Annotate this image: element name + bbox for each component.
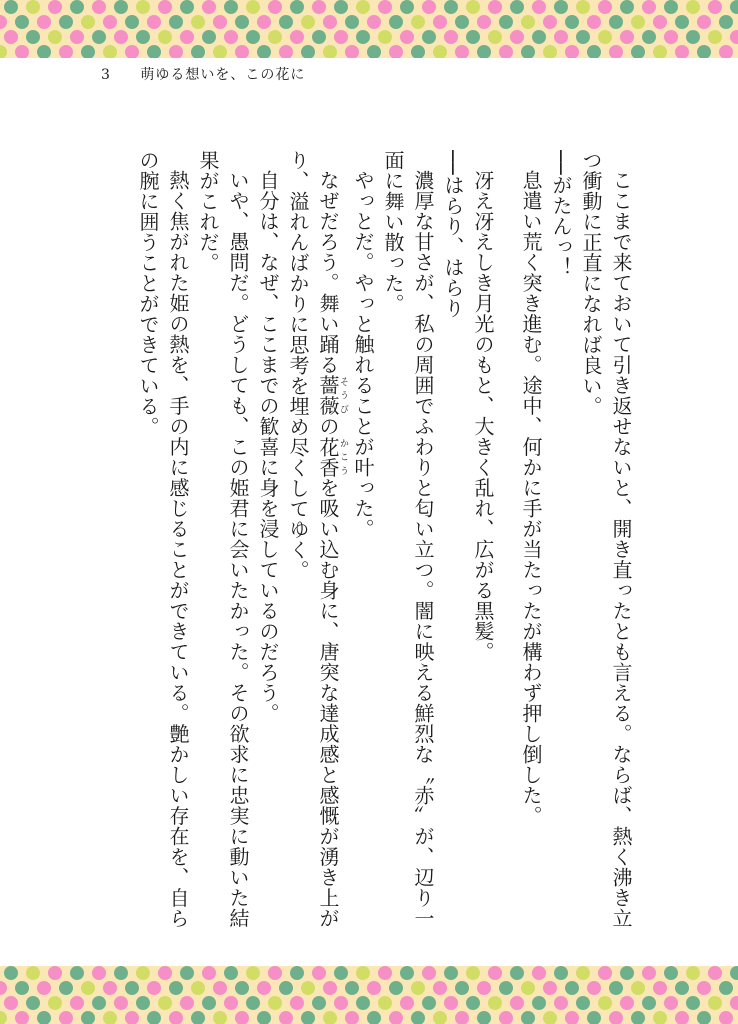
polka-dot [323,15,337,29]
polka-dot [202,996,216,1010]
polka-dot [488,966,502,980]
polka-dot [642,966,656,980]
polka-dot [422,0,436,14]
polka-dot [576,966,590,980]
polka-dot [664,0,678,14]
polka-dot [37,981,51,995]
polka-dot [675,1011,689,1024]
polka-dot [719,45,733,58]
paragraph: 自分は、なぜ、ここまでの歓喜に身を浸しているのだろう。 [256,170,280,724]
polka-dot [334,966,348,980]
polka-dot [389,981,403,995]
polka-dot [642,0,656,14]
polka-dot [532,966,546,980]
polka-dot [653,45,667,58]
polka-dot [631,1011,645,1024]
polka-dot [158,0,172,14]
polka-dot [15,15,29,29]
polka-dot [576,0,590,14]
polka-dot [433,45,447,58]
polka-dot [235,45,249,58]
polka-dot [697,1011,711,1024]
polka-dot [136,996,150,1010]
polka-dot [422,996,436,1010]
polka-dot [378,0,392,14]
polka-dot [686,966,700,980]
polka-dot [444,0,458,14]
polka-dot [279,15,293,29]
polka-dot [257,1011,271,1024]
polka-dot [664,30,678,44]
polka-dot [455,45,469,58]
polka-dot [565,981,579,995]
polka-dot [180,966,194,980]
polka-dot [213,1011,227,1024]
polka-dot [191,15,205,29]
polka-dot [466,966,480,980]
polka-dot [125,981,139,995]
polka-dot [664,966,678,980]
polka-dot [15,1011,29,1024]
paragraph: ここまで来ておいて引き返せないと、開き直ったとも言える。ならば、熱く沸き立つ衝動に正直になれば良い。 [579,150,633,929]
polka-dot [411,981,425,995]
polka-dot [400,30,414,44]
polka-dot [378,966,392,980]
polka-dot [15,45,29,58]
top-polka-dot-pattern [0,0,738,58]
polka-dot [367,1011,381,1024]
polka-dot [59,1011,73,1024]
polka-dot [389,45,403,58]
polka-dot [70,0,84,14]
page-number: 3 [101,67,111,83]
polka-dot [290,996,304,1010]
polka-dot [213,981,227,995]
polka-dot [510,0,524,14]
polka-dot [81,15,95,29]
polka-dot [48,0,62,14]
polka-dot [587,15,601,29]
polka-dot [125,15,139,29]
polka-dot [609,45,623,58]
polka-dot [0,45,7,58]
running-header [101,64,305,84]
polka-dot [268,996,282,1010]
polka-dot [26,0,40,14]
polka-dot [147,1011,161,1024]
polka-dot [246,30,260,44]
polka-dot [4,0,18,14]
polka-dot [675,981,689,995]
polka-dot [290,0,304,14]
polka-dot [103,15,117,29]
polka-dot [81,981,95,995]
polka-dot [576,996,590,1010]
polka-dot [510,966,524,980]
polka-dot [257,981,271,995]
polka-dot [301,45,315,58]
polka-dot [532,996,546,1010]
polka-dot [466,0,480,14]
polka-dot [719,1011,733,1024]
polka-dot [202,966,216,980]
polka-dot [719,15,733,29]
polka-dot [653,981,667,995]
polka-dot [235,1011,249,1024]
chapter-title: 萌ゆる想いを、この花に [140,67,306,83]
polka-dot [0,1011,7,1024]
polka-dot [246,966,260,980]
polka-dot [730,30,738,44]
polka-dot [477,981,491,995]
polka-dot [356,996,370,1010]
polka-dot [81,1011,95,1024]
polka-dot [477,1011,491,1024]
polka-dot [587,1011,601,1024]
polka-dot [367,45,381,58]
polka-dot [59,981,73,995]
polka-dot [92,30,106,44]
polka-dot [477,45,491,58]
polka-dot [411,15,425,29]
polka-dot [455,15,469,29]
polka-dot [433,15,447,29]
polka-dot [499,1011,513,1024]
polka-dot [389,1011,403,1024]
polka-dot [125,45,139,58]
polka-dot [554,996,568,1010]
polka-dot [147,45,161,58]
bottom-polka-dot-band [0,966,738,1024]
polka-dot [620,0,634,14]
polka-dot [554,0,568,14]
polka-dot [323,45,337,58]
polka-dot [554,966,568,980]
polka-dot [213,15,227,29]
polka-dot [345,45,359,58]
polka-dot [356,0,370,14]
paragraph: ──がたんっ！ [549,150,573,278]
polka-dot [730,996,738,1010]
polka-dot [312,0,326,14]
polka-dot [686,30,700,44]
polka-dot [136,0,150,14]
polka-dot [125,1011,139,1024]
polka-dot [334,0,348,14]
ruby-rose: 薔薇そうび [316,375,348,416]
polka-dot [488,0,502,14]
polka-dot [301,981,315,995]
polka-dot [356,966,370,980]
polka-dot [620,30,634,44]
paragraph: 熱く焦がれた姫の熱を、手の内に感じることができている。艶かしい存在を、自らの腕に囲うことができている。 [136,150,190,929]
polka-dot [114,30,128,44]
polka-dot [334,30,348,44]
ruby-flower-scent: 花香かこう [316,436,348,478]
polka-dot [48,966,62,980]
polka-dot [224,996,238,1010]
polka-dot [554,30,568,44]
polka-dot [224,0,238,14]
polka-dot [180,30,194,44]
polka-dot [59,15,73,29]
polka-dot [389,15,403,29]
polka-dot [4,30,18,44]
polka-dot [455,981,469,995]
polka-dot [675,45,689,58]
polka-dot [587,981,601,995]
polka-dot [719,981,733,995]
polka-dot [158,966,172,980]
polka-dot [730,0,738,14]
polka-dot [70,30,84,44]
polka-dot [257,45,271,58]
polka-dot [675,15,689,29]
polka-dot [169,1011,183,1024]
vertical-body-text [133,150,636,940]
polka-dot [532,0,546,14]
polka-dot [609,981,623,995]
polka-dot [411,1011,425,1024]
polka-dot [642,30,656,44]
polka-dot [488,996,502,1010]
polka-dot [598,966,612,980]
polka-dot [543,981,557,995]
polka-dot [92,966,106,980]
polka-dot [422,966,436,980]
polka-dot [279,1011,293,1024]
polka-dot [26,996,40,1010]
polka-dot [312,966,326,980]
polka-dot [158,996,172,1010]
polka-dot [433,1011,447,1024]
polka-dot [730,966,738,980]
polka-dot [92,996,106,1010]
polka-dot [488,30,502,44]
polka-dot [103,981,117,995]
polka-dot [246,996,260,1010]
polka-dot [147,15,161,29]
polka-dot [565,45,579,58]
polka-dot [323,981,337,995]
polka-dot [224,966,238,980]
polka-dot [202,30,216,44]
polka-dot [235,981,249,995]
polka-dot [147,981,161,995]
polka-dot [444,30,458,44]
polka-dot [378,996,392,1010]
polka-dot [48,996,62,1010]
polka-dot [466,30,480,44]
polka-dot [279,45,293,58]
polka-dot [257,15,271,29]
top-polka-dot-band [0,0,738,58]
polka-dot [697,45,711,58]
polka-dot [620,996,634,1010]
polka-dot [697,15,711,29]
polka-dot [543,15,557,29]
polka-dot [169,981,183,995]
paragraph: いや、愚問だ。どうしても、この姫君に会いたかった。その欲求に忠実に動いた結果がこれだ。 [196,150,250,929]
polka-dot [224,30,238,44]
polka-dot [543,1011,557,1024]
polka-dot [279,981,293,995]
polka-dot [510,30,524,44]
bottom-polka-dot-pattern [0,966,738,1024]
polka-dot [4,996,18,1010]
polka-dot [59,45,73,58]
polka-dot [0,981,7,995]
polka-dot [136,30,150,44]
polka-dot [268,30,282,44]
polka-dot [521,15,535,29]
paragraph: ──はらり、はらり [441,150,465,319]
polka-dot [213,45,227,58]
polka-dot [455,1011,469,1024]
polka-dot [334,996,348,1010]
polka-dot [48,30,62,44]
polka-dot [37,45,51,58]
polka-dot [499,45,513,58]
polka-dot [70,966,84,980]
polka-dot [433,981,447,995]
polka-dot [202,0,216,14]
polka-dot [312,996,326,1010]
polka-dot [169,45,183,58]
paragraph: 濃厚な甘さが、私の周囲でふわりと匂い立つ。闇に映える鮮烈な〝赤〟が、辺り一面に舞い散った。 [381,150,435,929]
polka-dot [708,30,722,44]
polka-dot [631,981,645,995]
polka-dot [477,15,491,29]
polka-dot [609,15,623,29]
polka-dot [367,981,381,995]
paragraph: やっとだ。やっと触れることが叶った。 [351,170,375,539]
polka-dot [576,30,590,44]
polka-dot [400,996,414,1010]
polka-dot [323,1011,337,1024]
polka-dot [598,0,612,14]
polka-dot [103,1011,117,1024]
polka-dot [521,45,535,58]
polka-dot [136,966,150,980]
polka-dot [543,45,557,58]
polka-dot [653,15,667,29]
polka-dot [609,1011,623,1024]
polka-dot [356,30,370,44]
polka-dot [158,30,172,44]
polka-dot [114,0,128,14]
polka-dot [598,996,612,1010]
polka-dot [378,30,392,44]
polka-dot [70,996,84,1010]
polka-dot [92,0,106,14]
polka-dot [180,0,194,14]
polka-dot [620,966,634,980]
paragraph: 冴え冴えしき月光のもと、大きく乱れ、広がる黒髪。 [471,170,495,662]
polka-dot [37,1011,51,1024]
polka-dot [532,30,546,44]
polka-dot [246,0,260,14]
polka-dot [312,30,326,44]
polka-dot [686,0,700,14]
polka-dot [686,996,700,1010]
polka-dot [510,996,524,1010]
polka-dot [367,15,381,29]
polka-dot [521,1011,535,1024]
polka-dot [444,966,458,980]
polka-dot [411,45,425,58]
polka-dot [587,45,601,58]
polka-dot [301,15,315,29]
polka-dot [114,966,128,980]
polka-dot [103,45,117,58]
polka-dot [598,30,612,44]
polka-dot [499,981,513,995]
polka-dot [565,15,579,29]
polka-dot [466,996,480,1010]
polka-dot [290,966,304,980]
polka-dot [499,15,513,29]
polka-dot [235,15,249,29]
polka-dot [631,45,645,58]
polka-dot [565,1011,579,1024]
polka-dot [81,45,95,58]
polka-dot [345,981,359,995]
polka-dot [664,996,678,1010]
paragraph-with-ruby: なぜだろう。舞い踊る薔薇そうびの花香かこうを吸い込む身に、唐突な達成感と感慨が湧き上がり、溢れんばかりに思考を埋め尽くしてゆく。 [286,150,348,929]
polka-dot [653,1011,667,1024]
polka-dot [15,981,29,995]
polka-dot [301,1011,315,1024]
polka-dot [631,15,645,29]
polka-dot [191,981,205,995]
polka-dot [400,0,414,14]
polka-dot [268,0,282,14]
polka-dot [0,15,7,29]
polka-dot [345,1011,359,1024]
polka-dot [521,981,535,995]
polka-dot [444,996,458,1010]
polka-dot [37,15,51,29]
polka-dot [180,996,194,1010]
polka-dot [422,30,436,44]
polka-dot [345,15,359,29]
polka-dot [400,966,414,980]
paragraph: 息遣い荒く突き進む。途中、何かに手が当たったが構わず押し倒した。 [519,170,543,826]
polka-dot [290,30,304,44]
polka-dot [708,996,722,1010]
polka-dot [268,966,282,980]
polka-dot [642,996,656,1010]
polka-dot [169,15,183,29]
polka-dot [4,966,18,980]
polka-dot [26,30,40,44]
polka-dot [191,1011,205,1024]
polka-dot [114,996,128,1010]
polka-dot [697,981,711,995]
polka-dot [26,966,40,980]
polka-dot [191,45,205,58]
polka-dot [708,966,722,980]
polka-dot [708,0,722,14]
